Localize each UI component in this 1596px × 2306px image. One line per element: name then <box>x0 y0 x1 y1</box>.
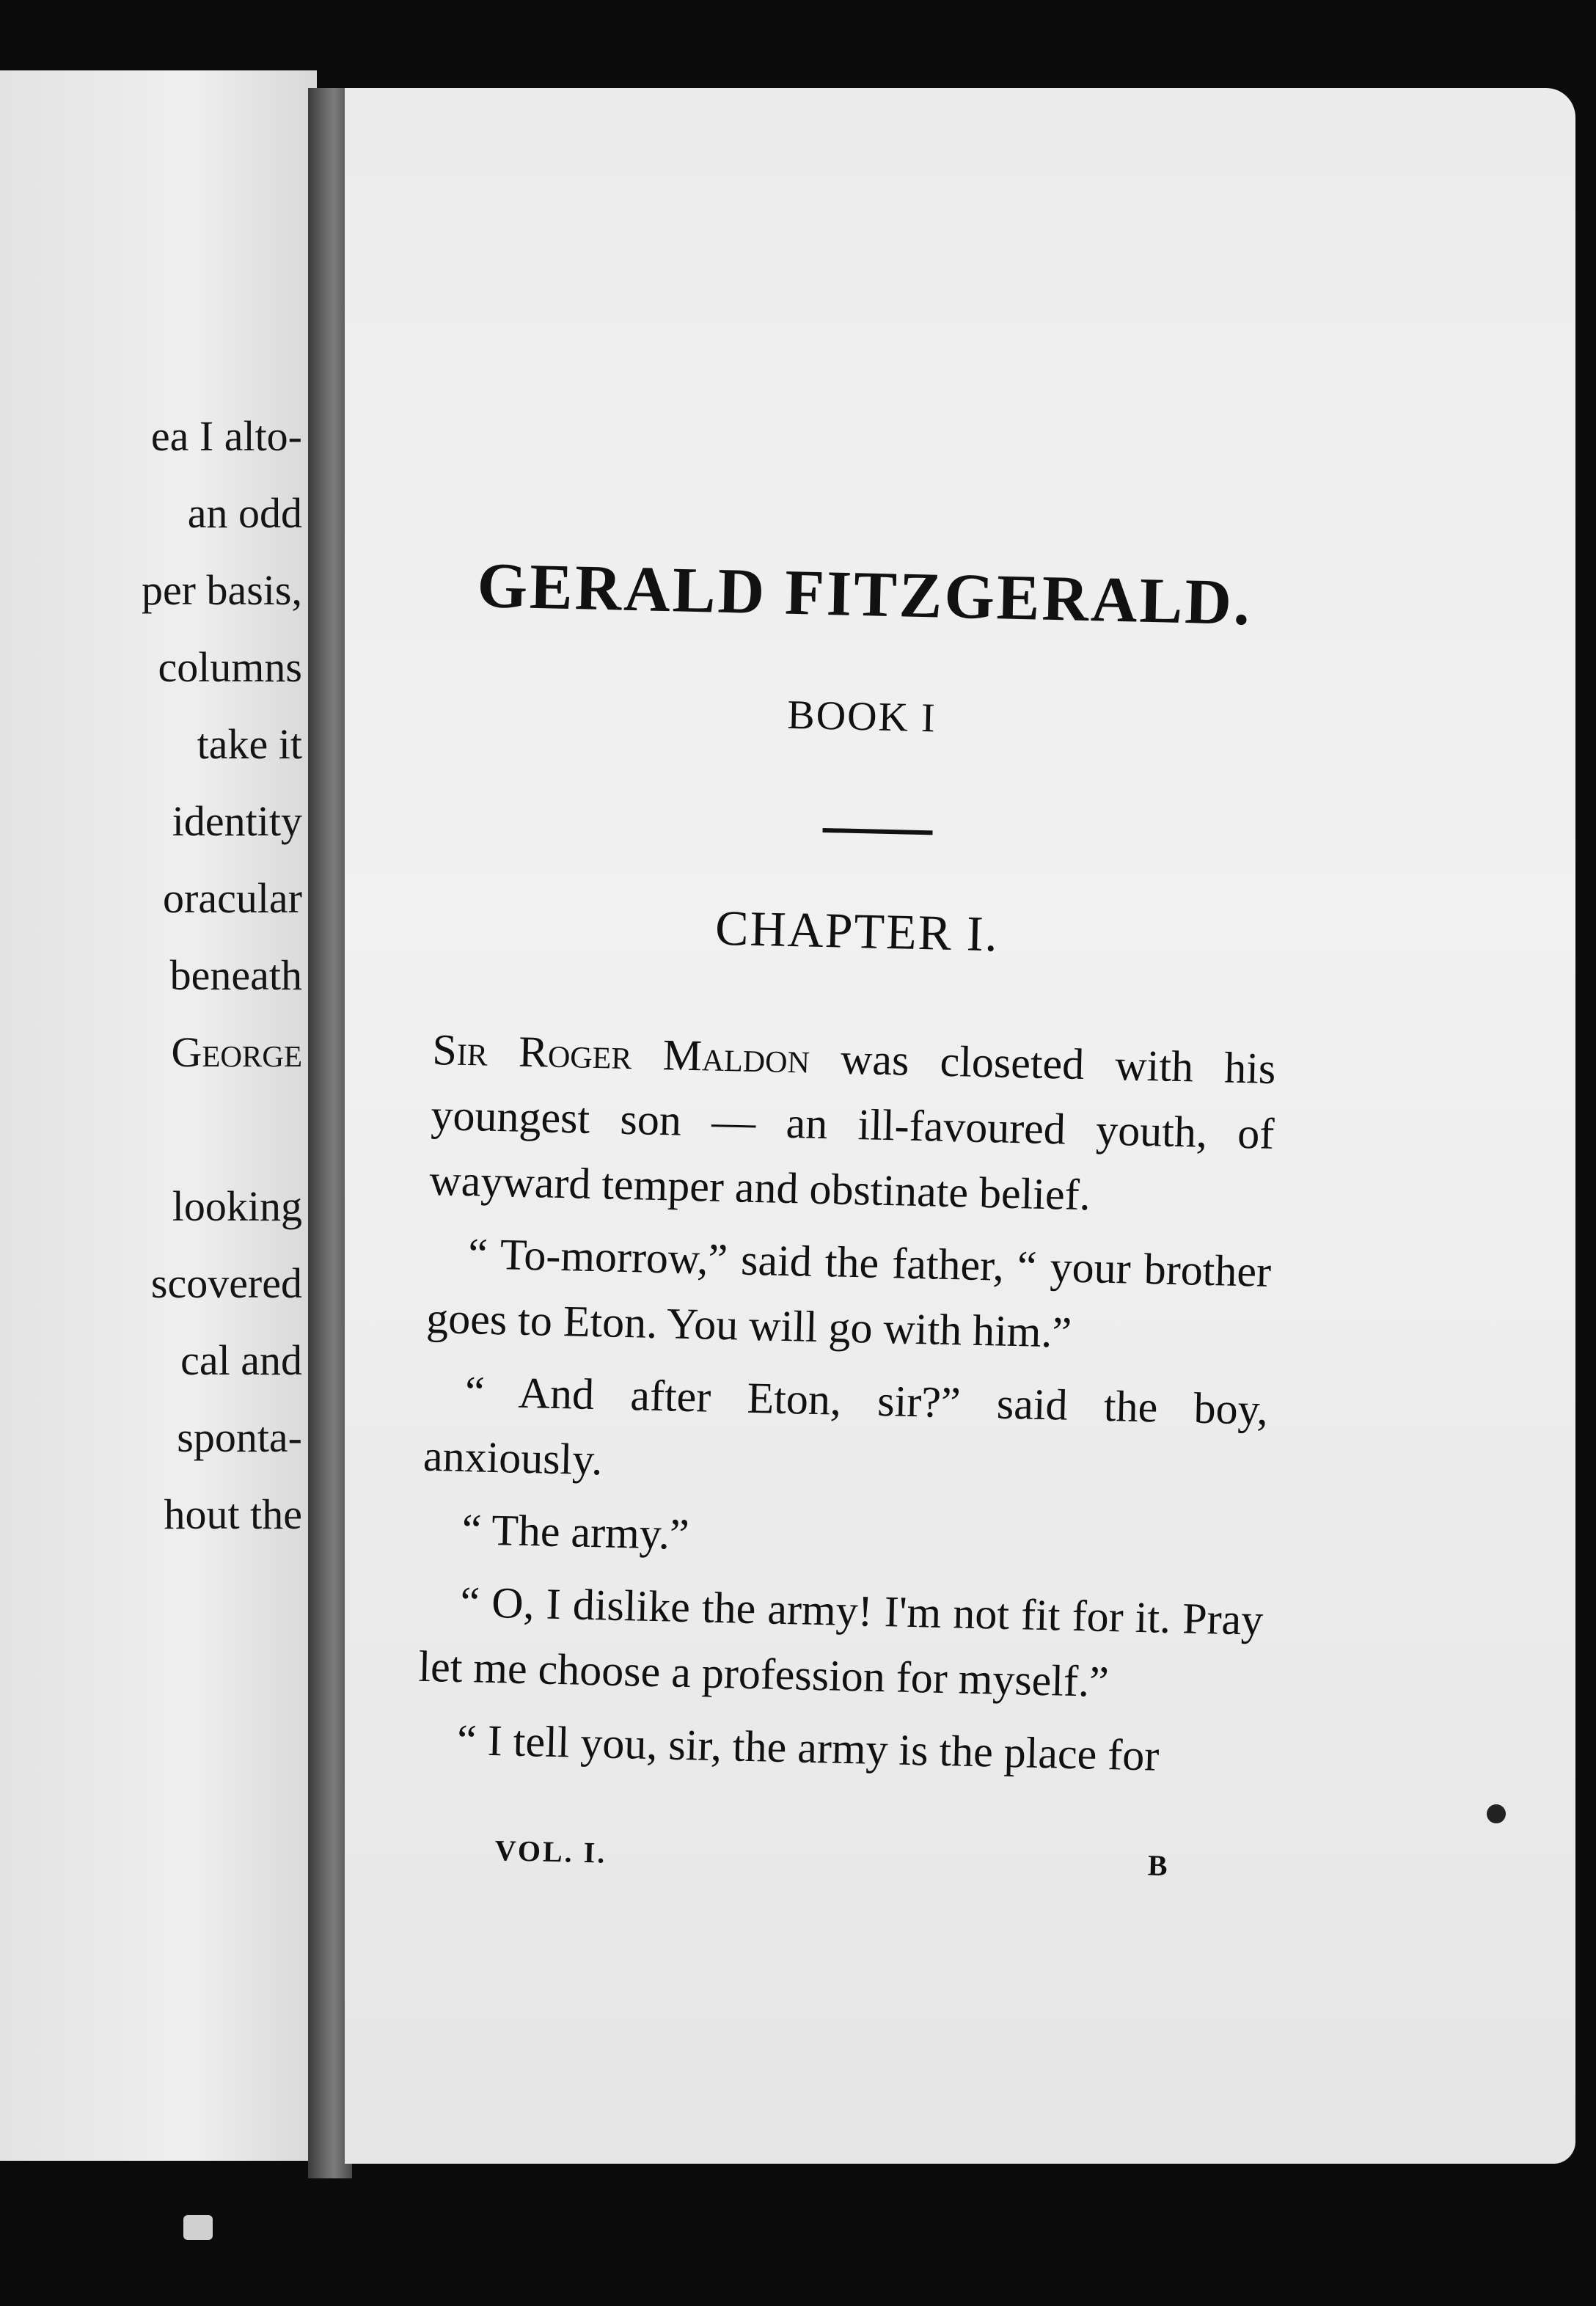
book-number: BOOK I <box>786 692 937 742</box>
paragraph: “ O, I dislike the army! I'm not fit for it. Pray let me choose a profession for myself.” <box>417 1578 1264 1707</box>
left-text-line: per basis, <box>141 566 302 614</box>
left-text-line: hout the <box>164 1490 302 1538</box>
left-text-line: looking <box>172 1182 302 1230</box>
page-content <box>407 88 1297 2164</box>
paragraph: “ I tell you, sir, the army is the place for <box>456 1715 1160 1780</box>
left-text-line: take it <box>197 720 302 768</box>
paragraph <box>429 1017 1277 1232</box>
left-text-line: cal and <box>180 1336 302 1384</box>
chapter-heading: CHAPTER I. <box>714 899 1000 962</box>
left-text-line: ea I alto- <box>150 412 302 460</box>
left-text-line: oracular <box>163 874 302 922</box>
book-title: GERALD FITZGERALD. <box>476 550 1253 640</box>
paragraph-text: was closeted with his youngest son — an ill-favoured youth, of wayward temper and obstinate belief. <box>428 1033 1277 1220</box>
left-page <box>0 70 317 2161</box>
paragraph: “ The army.” <box>461 1505 690 1559</box>
left-text-line: identity <box>172 797 302 845</box>
page-speck <box>1487 1804 1506 1823</box>
signature-mark: B <box>1147 1848 1171 1883</box>
volume-label: VOL. I. <box>494 1834 607 1870</box>
paragraph: “ And after Eton, sir?” said the boy, anxiously. <box>422 1367 1269 1485</box>
character-name: Sir Roger Maldon <box>431 1025 810 1083</box>
chapter-body <box>416 1017 1276 1798</box>
edge-speck <box>183 2215 213 2240</box>
left-text-line: an odd <box>187 489 302 537</box>
left-text-line: scovered <box>150 1259 302 1307</box>
section-rule <box>822 828 932 835</box>
right-page <box>345 88 1575 2164</box>
page-footer <box>494 1833 1170 1883</box>
left-text-line: beneath <box>169 951 302 999</box>
left-text-line: sponta- <box>177 1413 302 1461</box>
left-text-line-small-caps: George <box>171 1028 302 1076</box>
paragraph: “ To-morrow,” said the father, “ your brother goes to Eton. You will go with him.” <box>425 1229 1272 1357</box>
left-text-line: columns <box>158 643 302 691</box>
